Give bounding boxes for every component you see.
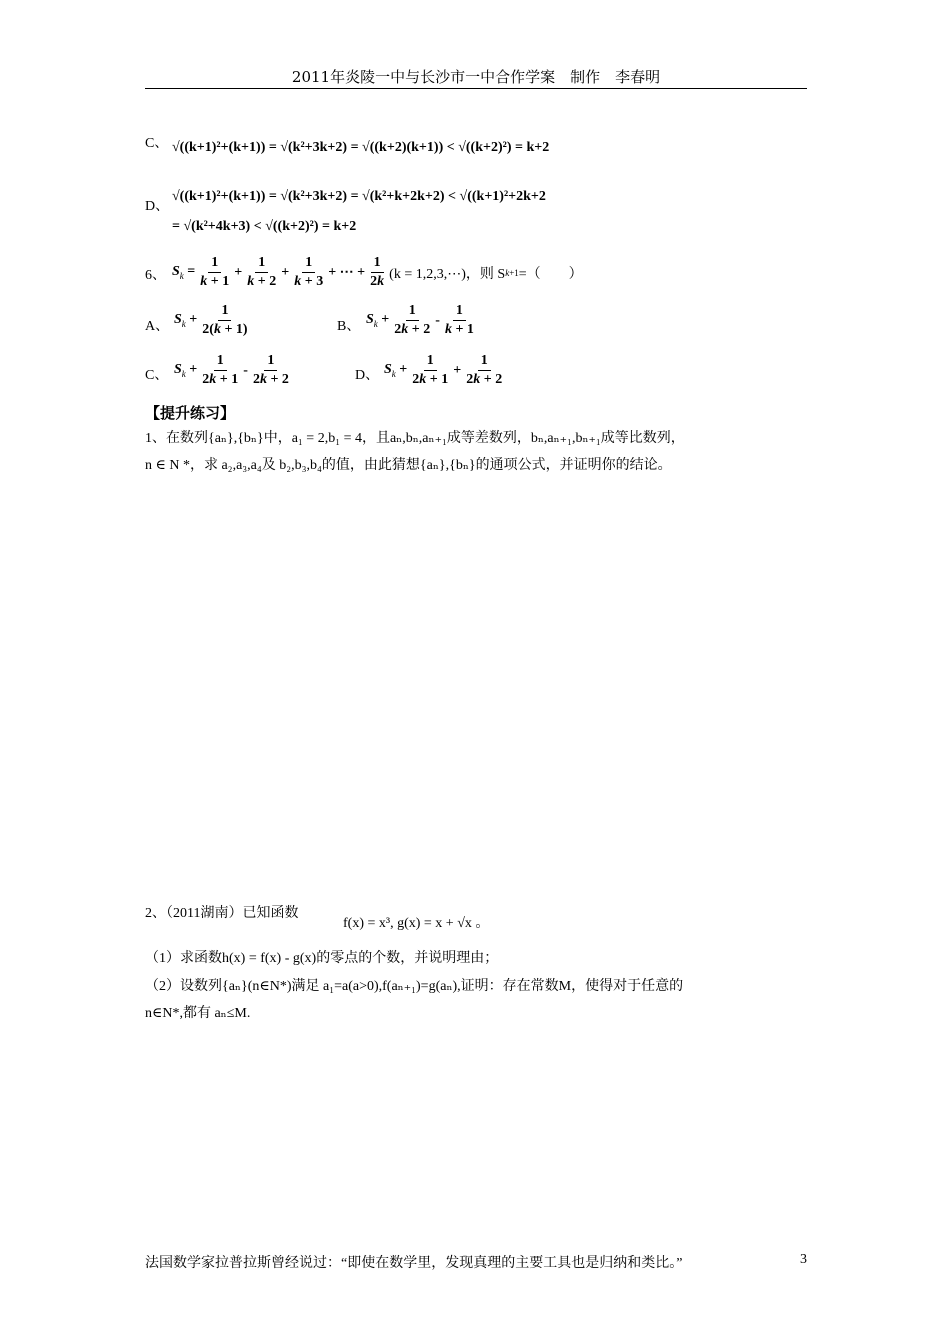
footer-quote: 法国数学家拉普拉斯曾经说过：“即使在数学里，发现真理的主要工具也是归纳和类比。” xyxy=(145,1256,683,1271)
page-number: 3 xyxy=(800,1252,807,1267)
option-b-expression: $S_k$ + $\frac{1}{2k + 2}$ - $\frac{1}{k + 1}$ xyxy=(366,303,474,337)
option-d2-expression: $S_k$ + $\frac{1}{2k + 1}$ + $\frac{1}{2k + 2}$ xyxy=(384,353,503,387)
page-header: 2011年炎陵一中与长沙市一中合作学案 制作 李春明 xyxy=(291,68,661,86)
option-c2-expression: $S_k$ + $\frac{1}{2k + 1}$ - $\frac{1}{2k + 2}$ xyxy=(174,353,289,387)
problem-2-functions: f(x) = x³, g(x) = x + √x 。 xyxy=(343,916,490,931)
option-d-expression-line2: = √(k²+4k+3) < √((k+2)²) = k+2 xyxy=(172,219,357,234)
problem-1-line-2: n ∈ N *，求 a₂,a₃,a₄及 b₂,b₃,b₄的值，由此猜想{aₙ},{bₙ}的通项公式，并证明你的结论。 xyxy=(145,458,672,473)
option-c2-label: C、 xyxy=(145,368,169,383)
problem-2-part-1: （1）求函数h(x) = f(x) - g(x)的零点的个数，并说明理由； xyxy=(145,951,499,966)
page-footer xyxy=(145,1252,807,1272)
question-6-tail: (k = 1,2,3,⋯)，则 S xyxy=(389,266,506,282)
option-b-label: B、 xyxy=(337,319,361,334)
problem-2-part-2-line-1: （2）设数列{aₙ}(n∈N*)满足 a₁=a(a>0),f(aₙ₊₁)=g(aₙ),证明：存在常数M，使得对于任意的 xyxy=(145,979,684,994)
question-6-sum: $S_k$ = $\frac{1}{k + 1}$ + $\frac{1}{k + 2}$ + $\frac{1}{k + 3}$ + ⋯ + $\frac{1}{2k}$ (k = 1,2,3,⋯)，则 S k+1 =（ ） xyxy=(172,255,583,289)
option-d-label: D、 xyxy=(145,199,170,214)
section-title: 【提升练习】 xyxy=(145,404,236,422)
option-d-expression-line1: √((k+1)²+(k+1)) = √(k²+3k+2) = √(k²+k+2k+2) < √((k+1)²+2k+2 xyxy=(172,189,546,204)
option-a-expression: $S_k$ + $\frac{1}{2(k + 1)}$ xyxy=(174,303,248,337)
option-d2-label: D、 xyxy=(355,368,380,383)
problem-2-part-2-line-2: n∈N*,都有 aₙ≤M. xyxy=(145,1006,251,1021)
question-6-blank: =（ ） xyxy=(518,266,583,282)
problem-1-line-1: 1、在数列{aₙ},{bₙ}中，a₁ = 2,b₁ = 4，且aₙ,bₙ,aₙ₊₁成等差数列，bₙ,aₙ₊₁,bₙ₊₁成等比数列， xyxy=(145,431,685,446)
header-rule xyxy=(145,88,807,89)
problem-2-intro: 2、（2011湖南）已知函数 xyxy=(145,906,299,921)
option-a-label: A、 xyxy=(145,319,170,334)
option-c-expression: √((k+1)²+(k+1)) = √(k²+3k+2) = √((k+2)(k+1)) < √((k+2)²) = k+2 xyxy=(172,140,550,155)
question-6-number: 6、 xyxy=(145,268,166,283)
option-c-label: C、 xyxy=(145,136,169,151)
